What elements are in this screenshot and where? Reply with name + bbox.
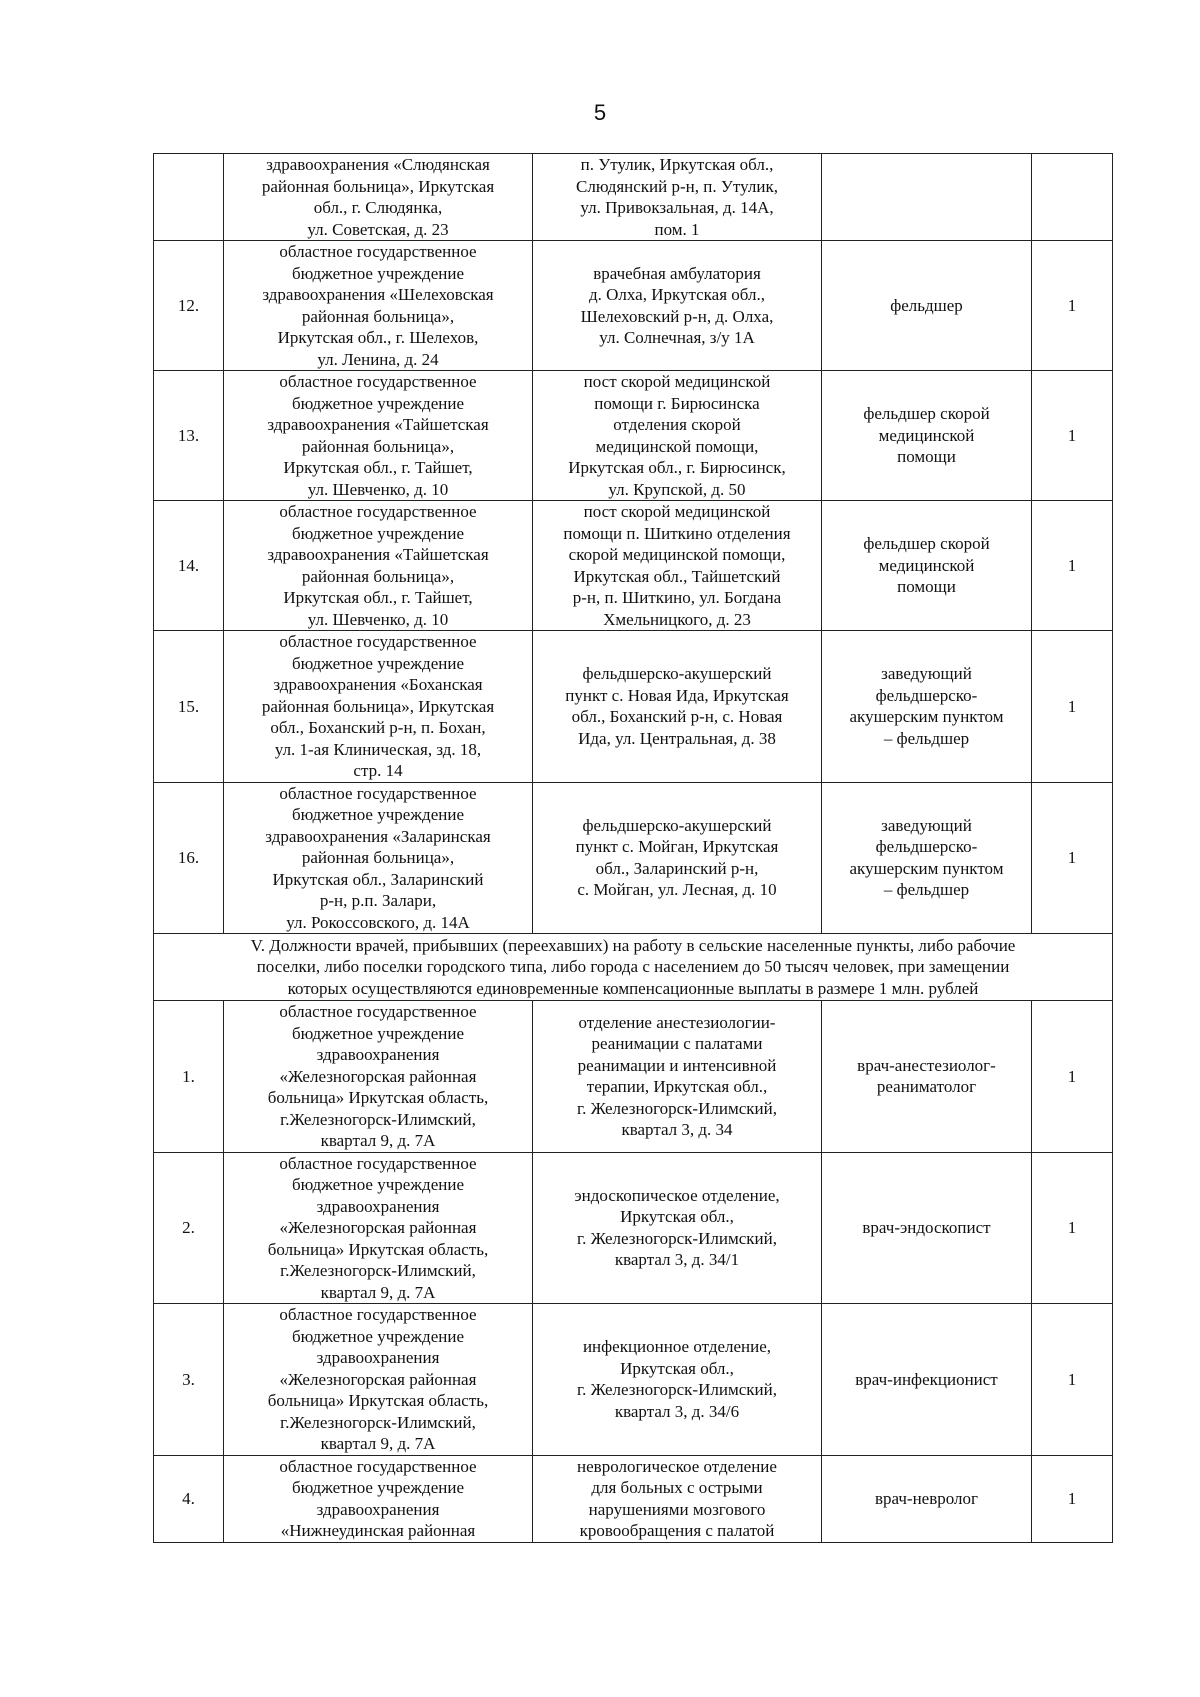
location-line: реанимации с палатами (591, 1034, 763, 1054)
organization-line: бюджетное учреждение (291, 263, 464, 283)
organization-line: областное государственное (279, 1305, 477, 1324)
organization-line: «Нижнеудинская районная (280, 1521, 476, 1540)
position-cell (822, 154, 1032, 241)
organization-line: бюджетное учреждение (291, 1175, 464, 1194)
organization-line: квартал 9, д. 7А (320, 1434, 436, 1453)
position-line: медицинской (878, 425, 975, 445)
organization-line: здравоохранения «Боханская (273, 675, 483, 694)
organization-line: областное государственное (279, 242, 477, 261)
organization-line: районная больница», Иркутская (261, 696, 495, 716)
table-row (154, 371, 1113, 501)
organization-cell (224, 371, 533, 501)
position-line: фельдшер скорой (863, 534, 990, 554)
location-line: отделения скорой (613, 415, 741, 434)
row-number: 14. (154, 501, 224, 631)
count-cell: 1 (1032, 631, 1113, 783)
position-line: акушерским пунктом (849, 858, 1004, 878)
location-line: ул. Привокзальная, д. 14А, (580, 198, 774, 217)
location-line: Хмельницкого, д. 23 (603, 609, 751, 629)
location-line: г. Железногорск-Илимский, (577, 1228, 777, 1248)
location-line: Иркутская обл., г. Бирюсинск, (568, 458, 786, 477)
section-heading-line: которых осуществляются единовременные компенсационные выплаты в размере 1 млн. рублей (287, 978, 979, 998)
location-line: скорой медицинской помощи, (568, 545, 786, 564)
position-cell (822, 1001, 1032, 1153)
organization-line: обл., Боханский р-н, п. Бохан, (270, 718, 486, 737)
organization-line: больница» Иркутская область, (267, 1088, 489, 1107)
position-line: фельдшер скорой (863, 404, 990, 424)
location-line: с. Мойган, ул. Лесная, д. 10 (577, 880, 777, 900)
location-line: пункт с. Новая Ида, Иркутская (565, 685, 789, 705)
organization-line: здравоохранения «Слюдянская (266, 155, 490, 174)
organization-line: г.Железногорск-Илимский, (280, 1412, 476, 1432)
organization-line: бюджетное учреждение (291, 1023, 464, 1043)
count-cell (1032, 154, 1113, 241)
organization-line: г.Железногорск-Илимский, (280, 1261, 476, 1280)
location-line: неврологическое отделение (577, 1456, 777, 1476)
location-line: обл., Боханский р-н, с. Новая (571, 707, 783, 727)
position-line: помощи (897, 447, 956, 467)
location-cell (533, 1455, 822, 1542)
organization-cell (224, 1152, 533, 1304)
row-number (154, 154, 224, 241)
row-number: 1. (154, 1001, 224, 1153)
organization-line: здравоохранения «Тайшетская (267, 545, 489, 564)
location-cell (533, 631, 822, 783)
table-row (154, 1001, 1113, 1153)
table-section-lower (154, 1001, 1113, 1543)
organization-line: здравоохранения (316, 1045, 440, 1064)
organization-line: бюджетное учреждение (291, 805, 464, 824)
organization-line: районная больница», Иркутская (261, 176, 495, 196)
section-heading-line: поселки, либо поселки городского типа, либо города с населением до 50 тысяч человек, при замещении (256, 957, 1010, 977)
location-line: фельдшерско-акушерский (582, 664, 772, 684)
position-line: врач-эндоскопист (862, 1218, 991, 1237)
organization-line: бюджетное учреждение (291, 1326, 464, 1346)
organization-line: «Железногорская районная (279, 1218, 477, 1237)
organization-line: ул. Шевченко, д. 10 (307, 479, 449, 499)
table-row (154, 782, 1113, 934)
organization-cell (224, 241, 533, 371)
organization-line: квартал 9, д. 7А (320, 1131, 436, 1150)
position-cell (822, 1455, 1032, 1542)
position-cell (822, 1152, 1032, 1304)
organization-cell (224, 631, 533, 783)
organization-line: ул. Рокоссовского, д. 14А (286, 912, 470, 932)
location-cell (533, 241, 822, 371)
location-line: отделение анестезиологии- (578, 1012, 776, 1032)
location-line: для больных с острыми (591, 1478, 763, 1497)
row-number: 3. (154, 1304, 224, 1456)
location-cell (533, 501, 822, 631)
organization-line: бюджетное учреждение (291, 393, 464, 413)
location-line: Шелеховский р-н, д. Олха, (580, 306, 774, 326)
location-line: ул. Крупской, д. 50 (608, 479, 746, 499)
organization-line: областное государственное (279, 502, 477, 521)
position-line: фельдшер (890, 295, 963, 315)
organization-line: «Железногорская районная (279, 1369, 477, 1389)
organization-cell (224, 782, 533, 934)
organization-line: здравоохранения (316, 1348, 440, 1367)
location-cell (533, 1001, 822, 1153)
count-cell: 1 (1032, 241, 1113, 371)
location-line: г. Железногорск-Илимский, (577, 1380, 777, 1400)
position-cell (822, 501, 1032, 631)
count-cell: 1 (1032, 371, 1113, 501)
location-line: Слюдянский р-н, п. Утулик, (576, 176, 778, 196)
location-line: д. Олха, Иркутская обл., (588, 285, 766, 304)
organization-line: здравоохранения (316, 1196, 440, 1216)
organization-cell (224, 1001, 533, 1153)
location-line: пост скорой медицинской (583, 502, 771, 521)
position-cell (822, 241, 1032, 371)
position-line: реаниматолог (876, 1077, 977, 1097)
table-row (154, 631, 1113, 783)
position-line: врач-анестезиолог- (857, 1055, 996, 1075)
location-line: нарушениями мозгового (588, 1499, 766, 1519)
organization-line: областное государственное (279, 1153, 477, 1173)
organization-line: ул. Шевченко, д. 10 (307, 609, 449, 629)
location-line: терапии, Иркутская обл., (586, 1077, 768, 1097)
table-row (154, 1152, 1113, 1304)
position-line: врач-невролог (874, 1488, 978, 1508)
row-number: 12. (154, 241, 224, 371)
location-line: врачебная амбулатория (593, 263, 761, 283)
location-line: р-н, п. Шиткино, ул. Богдана (572, 588, 782, 607)
position-line: фельдшерско- (875, 685, 978, 705)
count-cell: 1 (1032, 1001, 1113, 1153)
location-line: Иркутская обл., (620, 1207, 734, 1227)
location-line: квартал 3, д. 34/1 (614, 1250, 740, 1270)
position-line: – фельдшер (883, 728, 970, 748)
organization-line: бюджетное учреждение (291, 1478, 464, 1497)
row-number: 15. (154, 631, 224, 783)
table-row (154, 1455, 1113, 1542)
organization-line: стр. 14 (353, 761, 403, 780)
organization-line: областное государственное (279, 632, 477, 651)
location-line: ул. Солнечная, з/у 1А (599, 328, 755, 347)
location-line: пом. 1 (654, 219, 700, 239)
organization-line: ул. Советская, д. 23 (307, 219, 449, 239)
organization-cell (224, 1455, 533, 1542)
location-line: кровообращения с палатой (579, 1521, 775, 1540)
count-cell: 1 (1032, 782, 1113, 934)
location-line: реанимации и интенсивной (577, 1055, 777, 1075)
location-line: Ида, ул. Центральная, д. 38 (578, 728, 776, 748)
location-line: квартал 3, д. 34/6 (614, 1401, 740, 1421)
location-cell (533, 782, 822, 934)
location-line: Иркутская обл., (620, 1358, 734, 1378)
organization-line: «Железногорская районная (279, 1066, 477, 1086)
location-line: обл., Заларинский р-н, (595, 858, 759, 878)
page-number: 5 (593, 100, 607, 125)
organization-line: районная больница», (301, 566, 455, 586)
location-line: эндоскопическое отделение, (574, 1185, 780, 1205)
organization-line: областное государственное (279, 783, 477, 803)
organization-line: Иркутская обл., г. Тайшет, (283, 588, 473, 607)
section-heading-row (154, 934, 1113, 1001)
position-line: медицинской (878, 555, 975, 575)
organization-line: здравоохранения «Шелеховская (262, 285, 494, 304)
table-section-upper (154, 154, 1113, 934)
organization-line: ул. 1-ая Клиническая, зд. 18, (274, 739, 482, 759)
position-cell (822, 371, 1032, 501)
location-line: пункт с. Мойган, Иркутская (575, 837, 779, 857)
row-number: 4. (154, 1455, 224, 1542)
position-cell (822, 1304, 1032, 1456)
location-line: фельдшерско-акушерский (582, 815, 772, 835)
position-line: акушерским пунктом (849, 707, 1004, 727)
position-line: заведующий (881, 664, 972, 684)
location-cell (533, 1152, 822, 1304)
organization-line: Иркутская обл., г. Тайшет, (283, 458, 473, 477)
organization-line: обл., г. Слюдянка, (313, 198, 443, 217)
positions-table (153, 153, 1113, 1543)
section-heading-line: V. Должности врачей, прибывших (переехавших) на работу в сельские населенные пункты, либо рабочие (250, 935, 1016, 955)
location-line: квартал 3, д. 34 (621, 1120, 733, 1140)
organization-line: здравоохранения (316, 1499, 440, 1519)
organization-cell (224, 154, 533, 241)
position-line: заведующий (881, 815, 972, 835)
table-section-heading (154, 934, 1113, 1001)
row-number: 2. (154, 1152, 224, 1304)
organization-line: областное государственное (279, 372, 477, 391)
organization-line: больница» Иркутская область, (267, 1391, 489, 1410)
row-number: 13. (154, 371, 224, 501)
organization-cell (224, 501, 533, 631)
section-heading (154, 934, 1113, 1001)
organization-line: квартал 9, д. 7А (320, 1282, 436, 1302)
organization-line: здравоохранения «Тайшетская (267, 415, 489, 434)
position-cell (822, 782, 1032, 934)
location-line: Иркутская обл., Тайшетский (573, 566, 781, 586)
table-row (154, 501, 1113, 631)
table-row (154, 241, 1113, 371)
organization-line: ул. Ленина, д. 24 (317, 349, 439, 369)
organization-cell (224, 1304, 533, 1456)
location-line: пост скорой медицинской (583, 372, 771, 391)
count-cell: 1 (1032, 1455, 1113, 1542)
location-line: помощи п. Шиткино отделения (563, 523, 791, 543)
organization-line: здравоохранения «Заларинская (265, 826, 491, 846)
row-number: 16. (154, 782, 224, 934)
location-cell (533, 154, 822, 241)
position-line: врач-инфекционист (855, 1369, 998, 1389)
organization-line: бюджетное учреждение (291, 653, 464, 673)
location-cell (533, 1304, 822, 1456)
location-line: инфекционное отделение, (582, 1337, 772, 1357)
position-line: – фельдшер (883, 880, 970, 900)
location-line: медицинской помощи, (595, 436, 759, 456)
location-line: п. Утулик, Иркутская обл., (580, 155, 774, 174)
organization-line: областное государственное (279, 1456, 477, 1476)
organization-line: областное государственное (279, 1002, 477, 1021)
location-cell (533, 371, 822, 501)
count-cell: 1 (1032, 1304, 1113, 1456)
table-row (154, 1304, 1113, 1456)
count-cell: 1 (1032, 501, 1113, 631)
table-row (154, 154, 1113, 241)
position-cell (822, 631, 1032, 783)
position-line: помощи (897, 577, 956, 597)
organization-line: районная больница», (301, 848, 455, 867)
position-line: фельдшерско- (875, 837, 978, 857)
organization-line: больница» Иркутская область, (267, 1239, 489, 1259)
organization-line: Иркутская обл., г. Шелехов, (277, 328, 479, 347)
organization-line: г.Железногорск-Илимский, (280, 1109, 476, 1129)
location-line: помощи г. Бирюсинска (594, 393, 760, 413)
count-cell: 1 (1032, 1152, 1113, 1304)
organization-line: районная больница», (301, 306, 455, 326)
location-line: г. Железногорск-Илимский, (577, 1098, 777, 1118)
organization-line: Иркутская обл., Заларинский (272, 869, 484, 889)
organization-line: бюджетное учреждение (291, 523, 464, 543)
organization-line: р-н, р.п. Залари, (319, 891, 437, 910)
organization-line: районная больница», (301, 436, 455, 456)
